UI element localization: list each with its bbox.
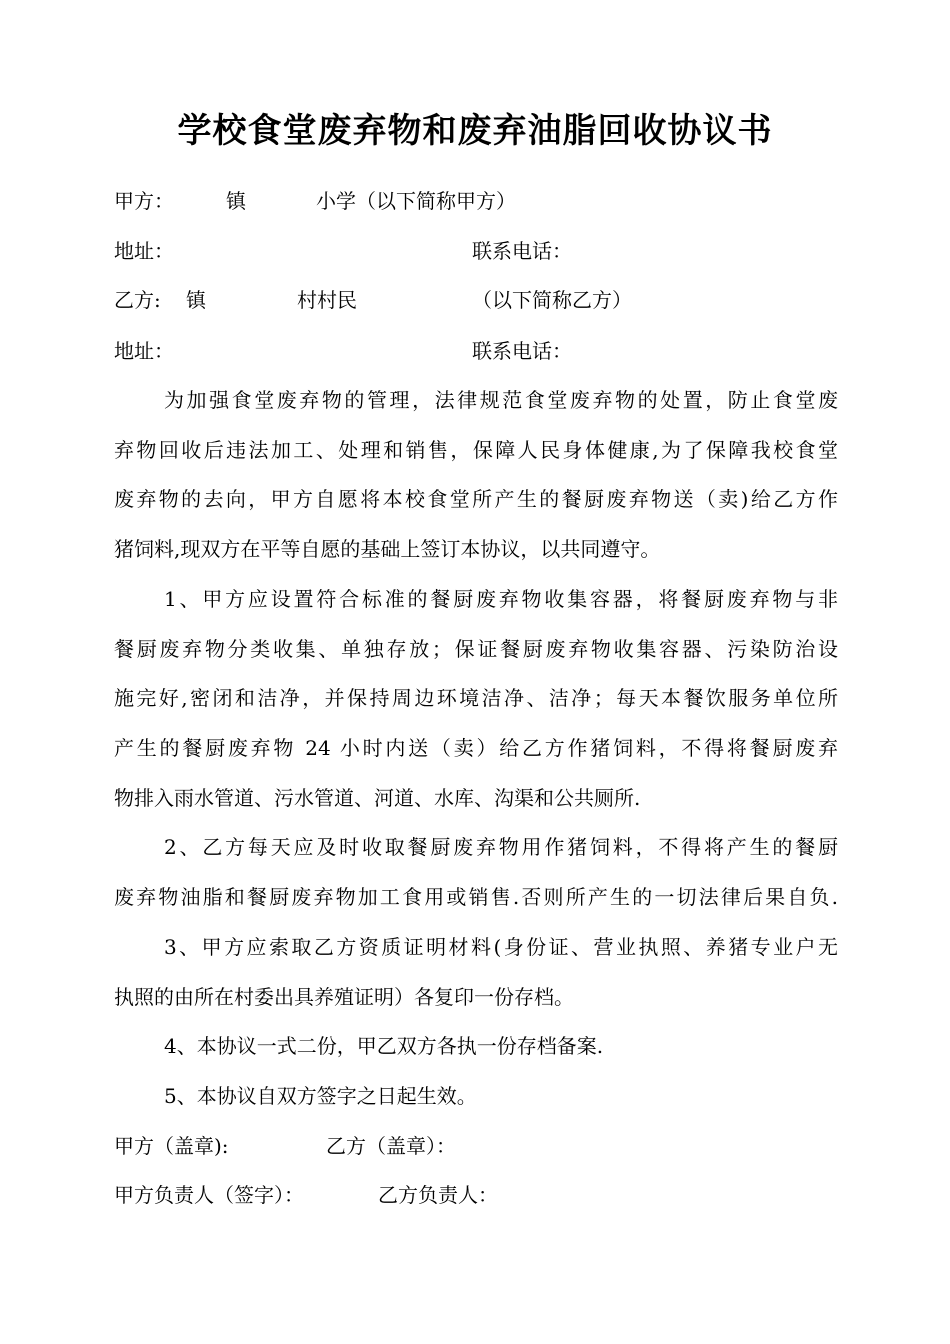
- party-a-school: 小学（以下简称甲方）: [316, 189, 516, 213]
- party-a-address-label: 地址：: [114, 239, 174, 263]
- clause-1-line: 物排入雨水管道、污水管道、河道、水库、沟渠和公共厕所.: [114, 786, 641, 810]
- party-b-label: 乙方:: [114, 288, 161, 312]
- clause-4: 4、本协议一式二份，甲乙双方各执一份存档备案.: [164, 1034, 604, 1058]
- party-b-seal-label: 乙方（盖章）：: [326, 1134, 456, 1158]
- intro-line: 为加强食堂废弃物的管理，法律规范食堂废弃物的处置，防止食堂废: [164, 388, 838, 412]
- party-a-seal-label: 甲方（盖章):: [114, 1134, 229, 1158]
- party-a-representative-label: 甲方负责人（签字）：: [114, 1183, 304, 1207]
- party-a-label: 甲方：: [114, 189, 174, 213]
- party-b-alias: （以下简称乙方）: [472, 288, 632, 312]
- party-a-town: 镇: [226, 189, 246, 213]
- party-b-address-label: 地址：: [114, 339, 174, 363]
- clause-3-line: 3、甲方应索取乙方资质证明材料(身份证、营业执照、养猪专业户无: [164, 935, 838, 959]
- clause-1-line: 1、甲方应设置符合标准的餐厨废弃物收集容器，将餐厨废弃物与非: [164, 587, 838, 611]
- document-title: 学校食堂废弃物和废弃油脂回收协议书: [177, 111, 773, 151]
- party-b-town: 镇: [186, 288, 206, 312]
- intro-line: 废弃物的去向，甲方自愿将本校食堂所产生的餐厨废弃物送（卖)给乙方作: [114, 487, 838, 511]
- party-b-village: 村村民: [297, 288, 357, 312]
- clause-2-line: 2、乙方每天应及时收取餐厨废弃物用作猪饲料，不得将产生的餐厨: [164, 835, 838, 859]
- intro-line: 弃物回收后违法加工、处理和销售，保障人民身体健康,为了保障我校食堂: [114, 438, 838, 462]
- party-b-representative-label: 乙方负责人：: [378, 1183, 498, 1207]
- clause-1-line: 产生的餐厨废弃物 24 小时内送（卖）给乙方作猪饲料，不得将餐厨废弃: [114, 736, 838, 760]
- clause-5: 5、本协议自双方签字之日起生效。: [164, 1084, 477, 1108]
- clause-3-line: 执照的由所在村委出具养殖证明）各复印一份存档。: [114, 985, 574, 1009]
- clause-1-line: 餐厨废弃物分类收集、单独存放；保证餐厨废弃物收集容器、污染防治设: [114, 637, 838, 661]
- clause-1-line: 施完好,密闭和洁净，并保持周边环境洁净、洁净；每天本餐饮服务单位所: [114, 686, 838, 710]
- party-a-phone-label: 联系电话：: [472, 239, 572, 263]
- intro-line: 猪饲料,现双方在平等自愿的基础上签订本协议，以共同遵守。: [114, 537, 661, 561]
- party-b-phone-label: 联系电话：: [472, 339, 572, 363]
- clause-2-line: 废弃物油脂和餐厨废弃物加工食用或销售.否则所产生的一切法律后果自负.: [114, 885, 838, 909]
